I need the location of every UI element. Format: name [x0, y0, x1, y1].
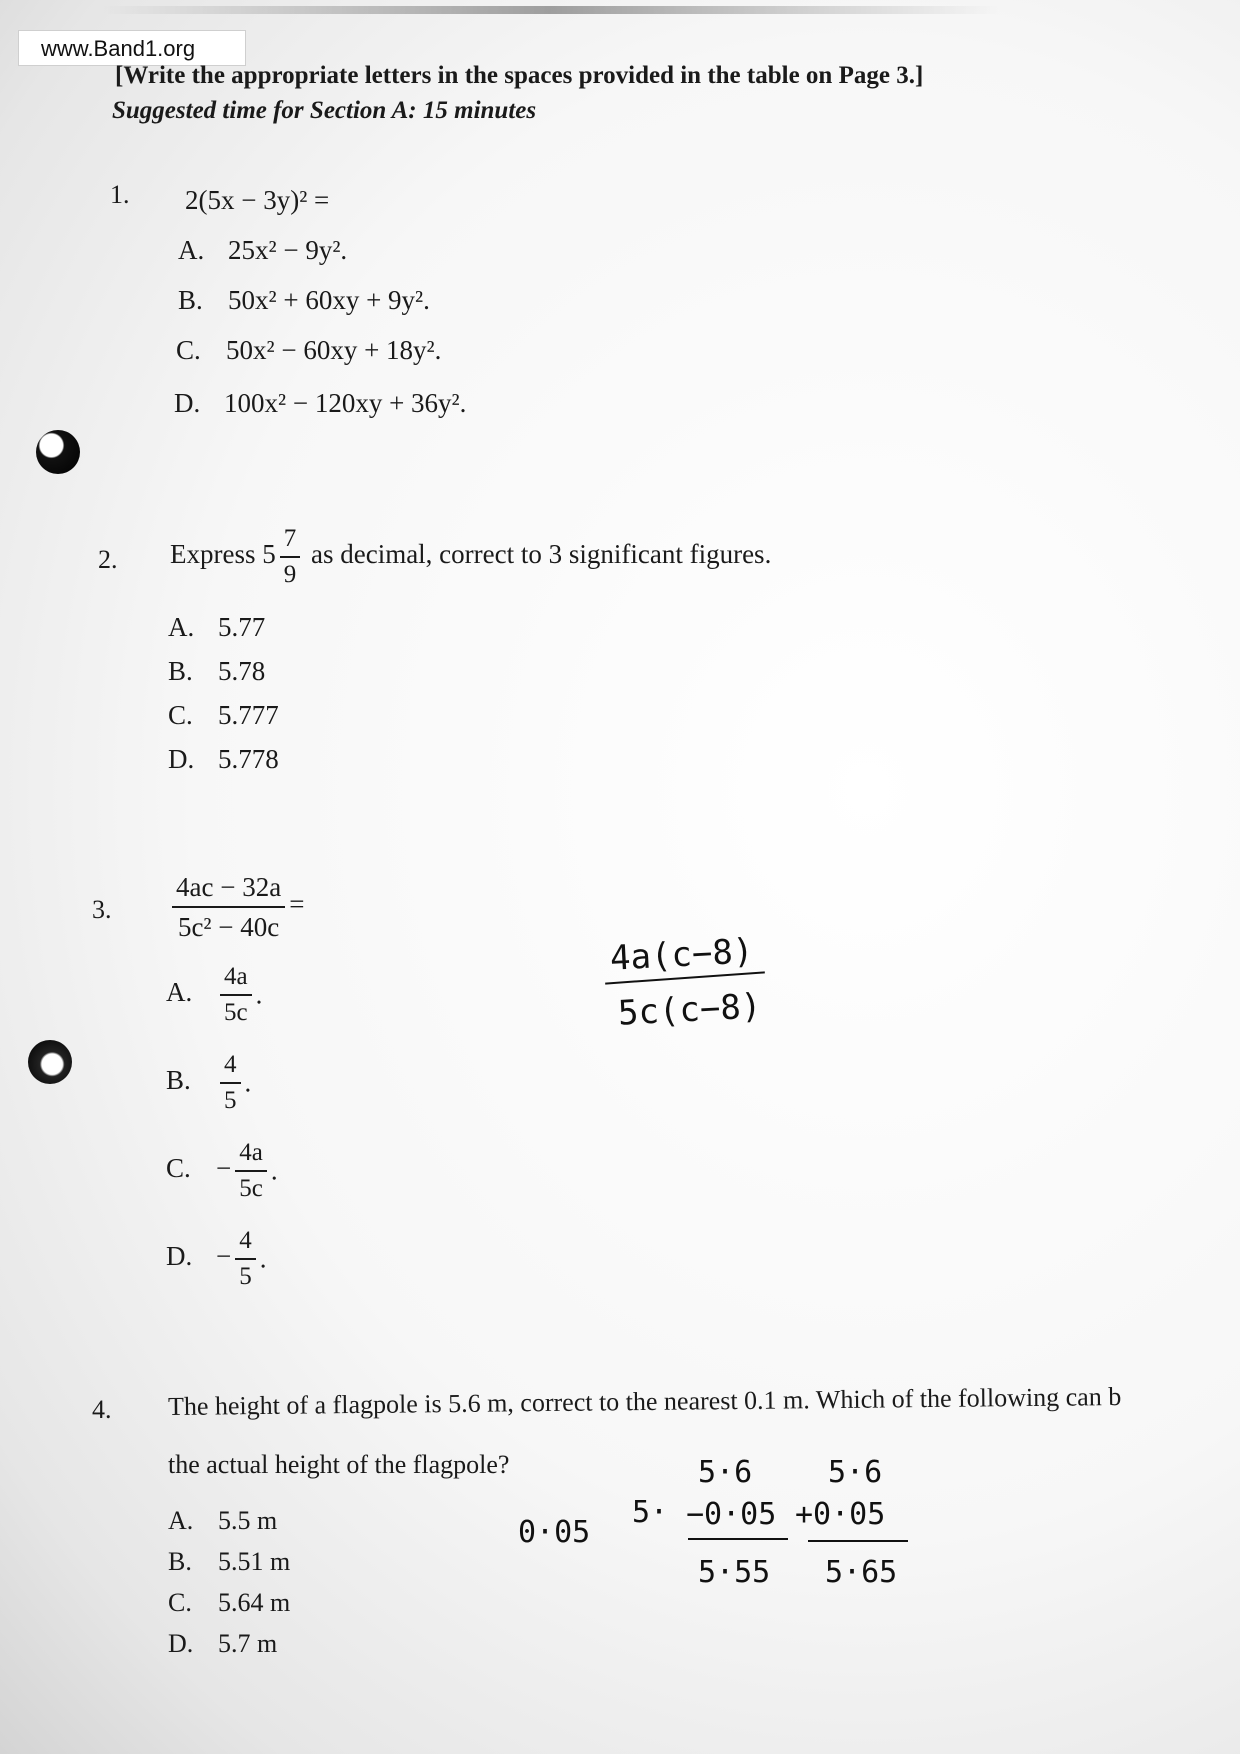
question-3-option-c: C. − $\frac{4a}{5c}$ . — [166, 1136, 278, 1206]
suggested-time: Suggested time for Section A: 15 minutes — [112, 97, 537, 124]
punch-hole-icon — [36, 430, 80, 474]
question-1-option-a: A. 25x² − 9y². — [178, 235, 348, 265]
question-4-stem-line-1: The height of a flagpole is 5.6 m, correct to the nearest 0.1 m. Which of the following can b — [167, 1382, 1122, 1421]
question-2-option-a: A. 5.77 — [168, 612, 266, 642]
handwritten-upper-line — [808, 1540, 908, 1542]
question-3-stem: $\frac{4ac - 32a}{\text{5c² − 40c}}$ = — [168, 868, 304, 946]
question-2-option-c: C. 5.777 — [168, 700, 279, 730]
question-1-stem: 2(5x − 3y)² = — [185, 185, 330, 215]
punch-hole-icon — [28, 1040, 72, 1084]
handwritten-tolerance: 0·05 — [518, 1515, 591, 1550]
scan-shadow — [100, 6, 1000, 14]
handwritten-upper-top: 5·6 — [828, 1455, 883, 1490]
handwritten-denominator: 5c(c−8) — [617, 986, 763, 1034]
question-4-option-a: A. 5.5 m — [168, 1506, 278, 1535]
handwritten-lower-subtract: −0·05 — [686, 1497, 777, 1532]
question-4-stem-line-2: the actual height of the flagpole? — [168, 1450, 510, 1479]
handwritten-lower-bound: 5·55 — [698, 1555, 771, 1590]
handwritten-upper-add: +0·05 — [795, 1497, 886, 1532]
question-4-option-b: B. 5.51 m — [168, 1547, 291, 1576]
question-3-number: 3. — [92, 895, 112, 924]
question-4-option-d: D. 5.7 m — [168, 1629, 278, 1658]
question-3-option-b: B. $\frac{4}{5}$ . — [166, 1048, 251, 1118]
question-2-option-d: D. 5.778 — [168, 744, 279, 774]
question-1-number: 1. — [110, 180, 130, 209]
question-3-option-a: A. $\frac{4a}{5c}$ . — [166, 960, 262, 1030]
instruction-text: [Write the appropriate letters in the spaces provided in the table on Page 3.] — [115, 62, 924, 89]
question-3-option-d: D. − $\frac{4}{5}$ . — [166, 1224, 266, 1294]
question-2-number: 2. — [98, 545, 118, 574]
handwritten-numerator: 4a(c−8) — [609, 931, 755, 979]
handwritten-upper-bound: 5·65 — [825, 1555, 898, 1590]
handwritten-note: 5· — [632, 1495, 669, 1530]
question-1-option-d: D. 100x² − 120xy + 36y². — [174, 388, 467, 418]
question-1-option-b: B. 50x² + 60xy + 9y². — [178, 285, 430, 315]
question-1-option-c: C. 50x² − 60xy + 18y². — [176, 335, 442, 365]
watermark-label: www.Band1.org — [18, 30, 246, 66]
question-4-option-c: C. 5.64 m — [168, 1588, 291, 1617]
handwritten-lower-line — [688, 1538, 788, 1540]
handwritten-lower-top: 5·6 — [698, 1455, 753, 1490]
question-4-number: 4. — [92, 1395, 112, 1424]
question-2-stem: Express 5 $\frac{7}{9}$ as decimal, correct to 3 significant figures. — [170, 522, 771, 592]
question-2-option-b: B. 5.78 — [168, 656, 266, 686]
